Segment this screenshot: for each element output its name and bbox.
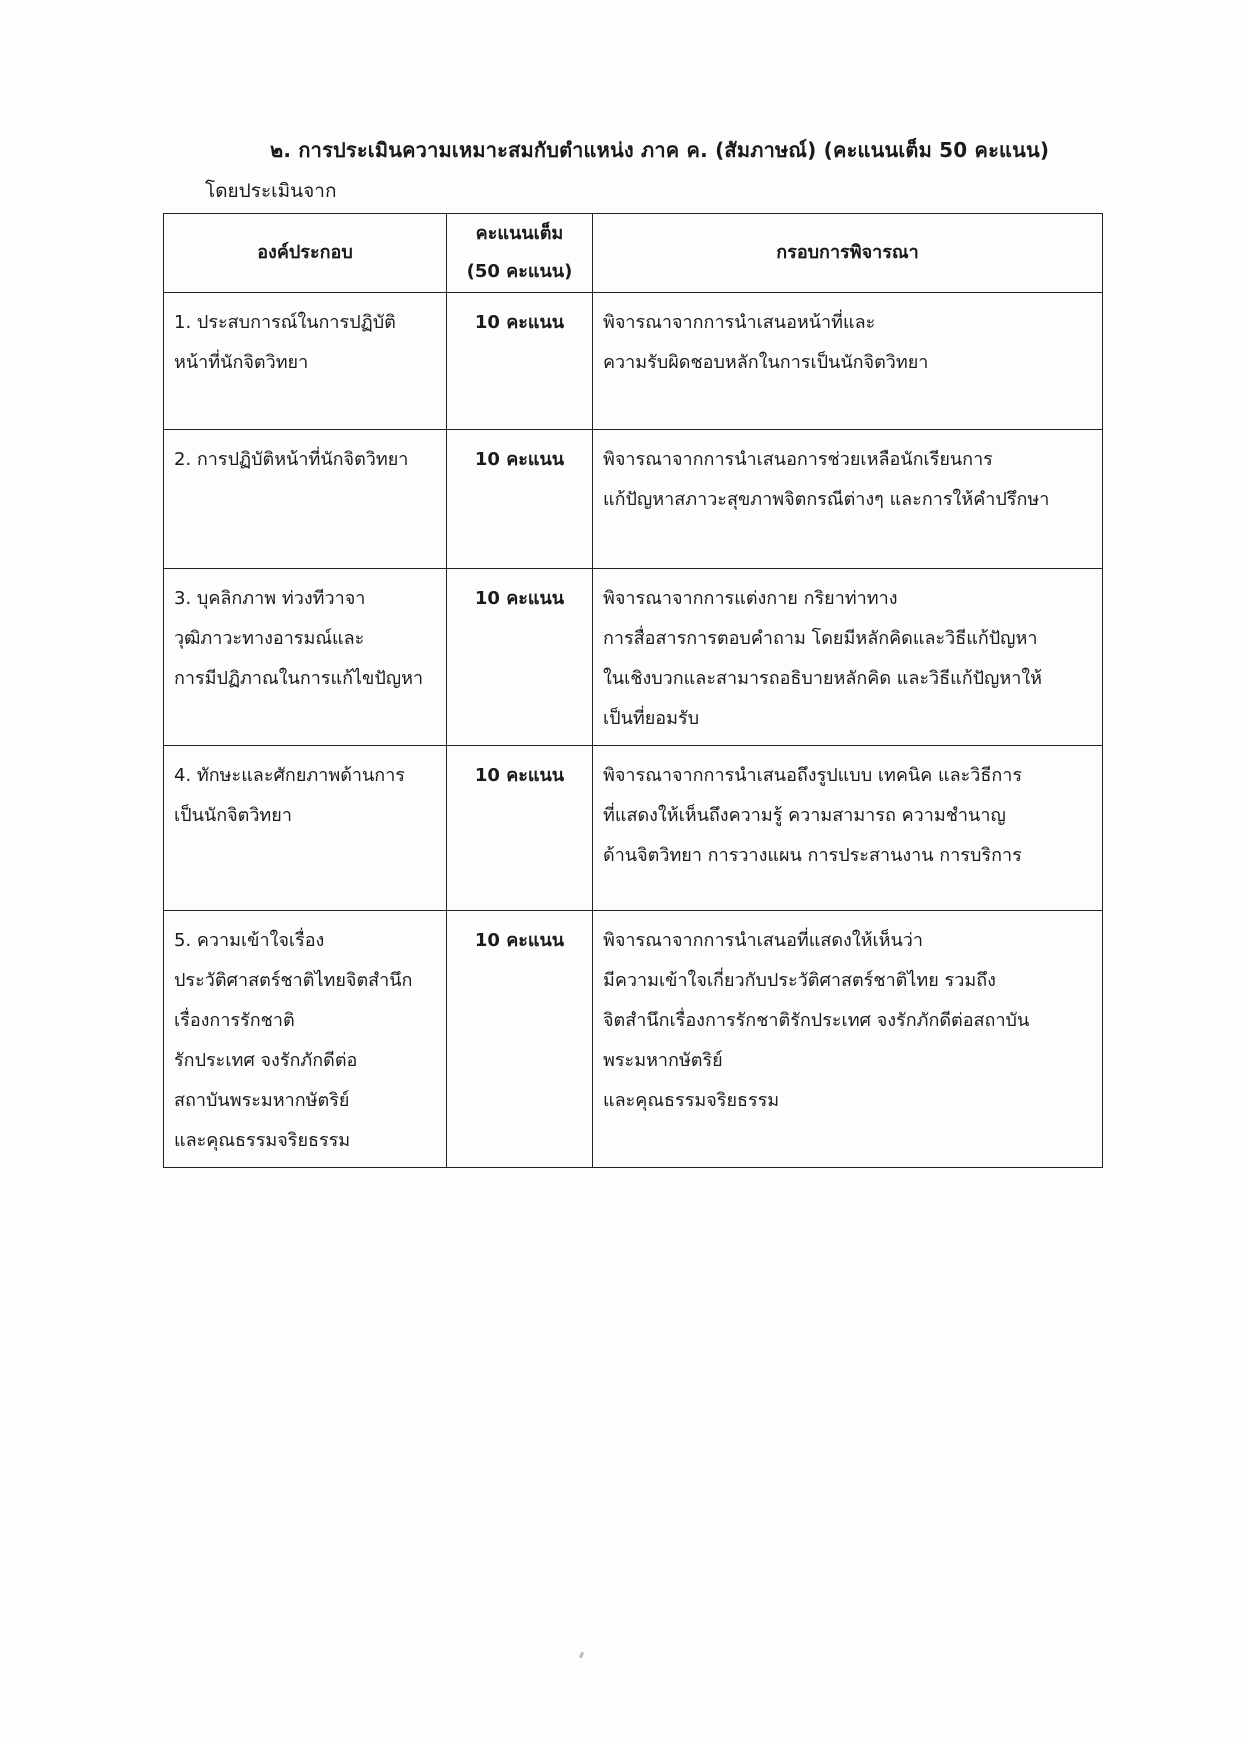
criteria-line: พระมหากษัตริย์: [603, 1050, 723, 1071]
table-row: [164, 293, 1103, 430]
criteria-cell: [593, 911, 1103, 1168]
criteria-line: การสื่อสารการตอบคำถาม โดยมีหลักคิดและวิธีแก้ปัญหา: [603, 628, 1038, 649]
intro-text: โดยประเมินจาก: [205, 180, 337, 202]
component-line: สถาบันพระมหากษัตริย์: [174, 1090, 350, 1111]
score-cell: [447, 293, 593, 430]
criteria-line: จิตสำนึกเรื่องการรักชาติรักประเทศ จงรักภักดีต่อสถาบัน: [603, 1010, 1030, 1031]
component-cell: [164, 911, 447, 1168]
criteria-cell: [593, 746, 1103, 911]
criteria-line: พิจารณาจากการนำเสนอการช่วยเหลือนักเรียนการ: [603, 449, 993, 470]
header-criteria-label: กรอบการพิจารณา: [776, 242, 919, 263]
table-row: [164, 569, 1103, 746]
header-score-line1: คะแนนเต็ม: [475, 223, 564, 244]
score-value: 10 คะแนน: [474, 312, 565, 333]
criteria-line: เป็นที่ยอมรับ: [603, 708, 700, 729]
criteria-line: ด้านจิตวิทยา การวางแผน การประสานงาน การบริการ: [603, 845, 1022, 866]
component-cell: [164, 293, 447, 430]
component-line: เรื่องการรักชาติ: [174, 1010, 295, 1031]
table-row: [164, 430, 1103, 569]
component-line: 3. บุคลิกภาพ ท่วงทีวาจา: [174, 588, 366, 609]
table-row: [164, 911, 1103, 1168]
criteria-cell: [593, 569, 1103, 746]
component-cell: [164, 569, 447, 746]
header-criteria: [593, 214, 1103, 293]
component-line: และคุณธรรมจริยธรรม: [174, 1130, 351, 1151]
header-score: [447, 214, 593, 293]
criteria-line: พิจารณาจากการนำเสนอหน้าที่และ: [603, 312, 876, 333]
component-cell: [164, 746, 447, 911]
component-cell: [164, 430, 447, 569]
criteria-line: แก้ปัญหาสภาวะสุขภาพจิตกรณีต่างๆ และการให้คำปรึกษา: [603, 489, 1050, 510]
criteria-line: มีความเข้าใจเกี่ยวกับประวัติศาสตร์ชาติไทย รวมถึง: [603, 970, 996, 991]
table-header-row: [164, 214, 1103, 293]
criteria-line: ที่แสดงให้เห็นถึงความรู้ ความสามารถ ความชำนาญ: [603, 805, 1006, 826]
score-value: 10 คะแนน: [474, 930, 565, 951]
component-line: 5. ความเข้าใจเรื่อง: [174, 930, 325, 951]
criteria-line: ในเชิงบวกและสามารถอธิบายหลักคิด และวิธีแก้ปัญหาให้: [603, 668, 1043, 689]
criteria-cell: [593, 430, 1103, 569]
component-line: ประวัติศาสตร์ชาติไทยจิตสำนึก: [174, 970, 413, 991]
component-line: 4. ทักษะและศักยภาพด้านการ: [174, 765, 405, 786]
header-component: [164, 214, 447, 293]
criteria-line: และคุณธรรมจริยธรรม: [603, 1090, 780, 1111]
score-cell: [447, 746, 593, 911]
component-line: วุฒิภาวะทางอารมณ์และ: [174, 628, 365, 649]
score-value: 10 คะแนน: [474, 449, 565, 470]
section-heading: ๒. การประเมินความเหมาะสมกับตำแหน่ง ภาค ค. (สัมภาษณ์) (คะแนนเต็ม 50 คะแนน): [270, 138, 1050, 162]
header-score-line2: (50 คะแนน): [466, 261, 573, 282]
criteria-cell: [593, 293, 1103, 430]
component-line: รักประเทศ จงรักภักดีต่อ: [174, 1050, 358, 1071]
criteria-line: พิจารณาจากการแต่งกาย กริยาท่าทาง: [603, 588, 898, 609]
component-line: 1. ประสบการณ์ในการปฏิบัติ: [174, 312, 396, 333]
component-line: เป็นนักจิตวิทยา: [174, 805, 292, 826]
component-line: การมีปฏิภาณในการแก้ไขปัญหา: [174, 668, 424, 689]
scan-speck: [579, 1652, 584, 1659]
evaluation-table: [163, 213, 1103, 1168]
score-cell: [447, 569, 593, 746]
score-cell: [447, 430, 593, 569]
criteria-line: พิจารณาจากการนำเสนอถึงรูปแบบ เทคนิค และวิธีการ: [603, 765, 1023, 786]
header-component-label: องค์ประกอบ: [257, 242, 353, 263]
component-line: 2. การปฏิบัติหน้าที่นักจิตวิทยา: [174, 449, 409, 470]
criteria-line: พิจารณาจากการนำเสนอที่แสดงให้เห็นว่า: [603, 930, 924, 951]
criteria-line: ความรับผิดชอบหลักในการเป็นนักจิตวิทยา: [603, 352, 929, 373]
component-line: หน้าที่นักจิตวิทยา: [174, 352, 309, 373]
score-value: 10 คะแนน: [474, 588, 565, 609]
table-row: [164, 746, 1103, 911]
score-cell: [447, 911, 593, 1168]
score-value: 10 คะแนน: [474, 765, 565, 786]
